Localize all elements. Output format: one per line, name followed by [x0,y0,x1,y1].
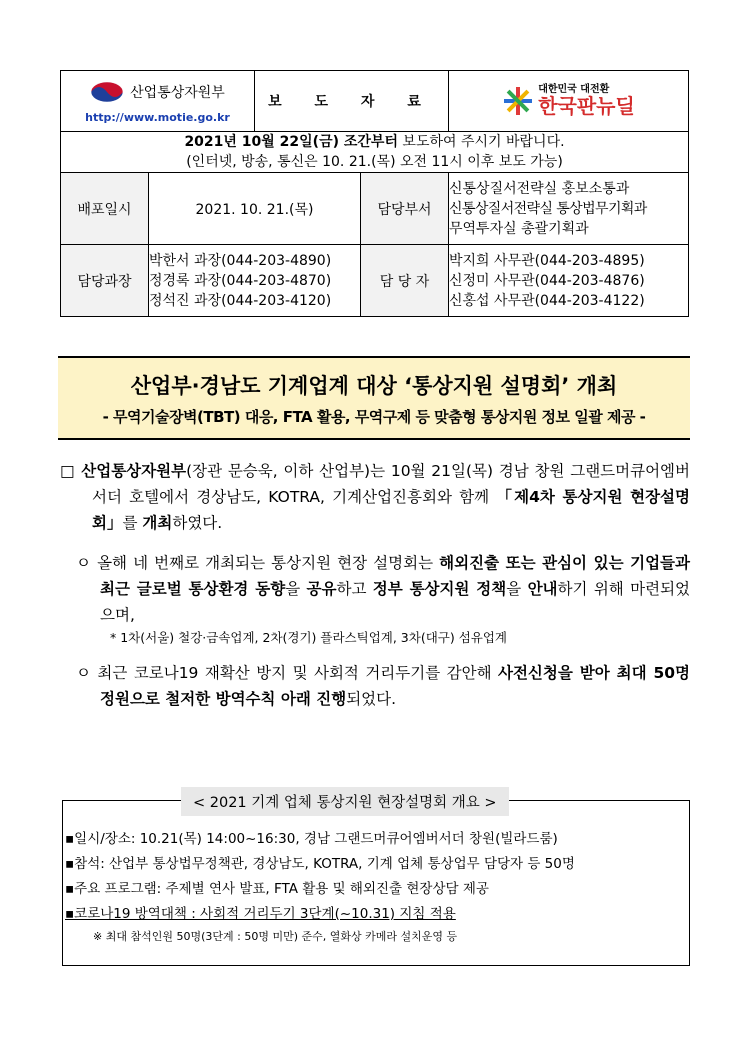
b1-bold: 안내 [527,580,558,598]
ministry-url[interactable]: http://www.motie.go.kr [85,111,230,124]
p1-text: 를 [122,514,143,532]
staff-item: 신홍섭 사무관(044-203-4122) [449,292,645,309]
b1-text: 을 [285,580,307,598]
event-name: 「제4차 통상지원 현장설명회」 [92,488,690,532]
b2-bold: 사전신청을 받아 최대 50명 정원으로 철저한 방역수칙 아래 진행 [100,664,690,708]
newdeal-small-text: 대한민국 대전환 [538,84,610,96]
newdeal-logo-icon [502,85,534,117]
overview-item: ▪참석: 산업부 통상법무정책관, 경상남도, KOTRA, 기계 업체 통상업무 담당자 등 50명 [65,856,575,872]
overview-note: ※ 최대 참석인원 50명(3단계 : 50명 미만) 준수, 열화상 카메라 설치운영 등 [93,930,458,943]
bullet-1-footnote: * 1차(서울) 철강·금속업계, 2차(경기) 플라스틱업계, 3차(대구) 섬유업계 [110,630,508,645]
chief-label: 담당과장 [61,245,149,317]
dept-item: 신통상질서전략실 홍보소통과 [449,180,630,197]
chief-item: 박한서 과장(044-203-4890) [149,252,332,269]
press-release-title: 보 도 자 료 [255,71,449,132]
embargo-online-note: (인터넷, 방송, 통신은 10. 21.(목) 오전 11시 이후 보도 가능) [186,154,563,170]
overview-item: ▪주요 프로그램: 주제별 연사 발표, FTA 활용 및 해외진출 현장상담 제공 [65,881,489,897]
overview-item: ▪코로나19 방역대책 : 사회적 거리두기 3단계(~10.31) 지침 적용 [65,906,456,922]
p1-text: (장관 문승욱, 이하 산업부)는 10월 21일(목) 경남 창원 그랜드머큐어엠버서더 호텔에서 경상남도, KOTRA, 기계산업진흥회와 함께 [92,462,691,506]
ministry-logo-cell [61,71,255,132]
staff-list [449,245,689,317]
overview-list [65,827,575,947]
paragraph-1 [60,458,690,536]
b1-bold: 해외진출 또는 관심이 있는 기업들과 최근 글로벌 통상환경 동향 [100,554,690,598]
dept-item: 무역투자실 총괄기획과 [449,220,589,237]
headline-sub: - 무역기술장벽(TBT) 대응, FTA 활용, 무역구제 등 맞춤형 통상지원 정보 일괄 제공 - [102,408,646,426]
overview-item: ▪일시/장소: 10.21(목) 14:00~16:30, 경남 그랜드머큐어엠버서더 창원(빌라드룸) [65,831,558,847]
p1-bold: 개최 [142,514,173,532]
b1-text: ㅇ 올해 네 번째로 개최되는 통상지원 현장 설명회는 [76,554,440,572]
dept-list [449,173,689,245]
chief-list [149,245,361,317]
chief-item: 정경록 과장(044-203-4870) [149,272,332,289]
ministry-name: 산업통상자원부 [130,85,225,101]
chief-item: 정석진 과장(044-203-4120) [149,292,332,309]
taegeuk-icon [90,81,124,103]
square-bullet: □ [60,462,82,480]
staff-item: 신정미 사무관(044-203-4876) [449,272,645,289]
staff-label: 담 당 자 [361,245,449,317]
headline-box [58,356,690,440]
bullet-1 [60,550,690,628]
dist-label: 배포일시 [61,173,149,245]
dept-item: 신통상질서전략실 통상법무기획과 [449,200,647,217]
article-body [60,458,690,712]
b1-bold: 정부 통상지원 정책 [372,580,507,598]
dist-date: 2021. 10. 21.(목) [149,173,361,245]
b1-text: 하고 [336,580,373,598]
overview-title: < 2021 기계 업체 통상지원 현장설명회 개요 > [181,787,509,816]
b2-text: 되었다. [346,690,397,708]
newdeal-big-text: 한국판뉴딜 [538,93,635,118]
dept-label: 담당부서 [361,173,449,245]
ministry-bold: 산업통상자원부 [81,462,187,480]
embargo-notice [61,132,689,173]
press-header [60,70,688,317]
embargo-text: 보도하여 주시기 바랍니다. [397,134,565,150]
b1-bold: 공유 [306,580,337,598]
b1-text: 하기 위해 마련되었으며, [100,580,691,624]
embargo-date: 2021년 10월 22일(금) 조간부터 [184,134,398,150]
overview-box [62,795,690,966]
b2-text: ㅇ 최근 코로나19 재확산 방지 및 사회적 거리두기를 감안해 [76,664,498,682]
header-table [60,70,689,317]
p1-text: 하였다. [172,514,223,532]
staff-item: 박지희 사무관(044-203-4895) [449,252,645,269]
newdeal-logo-cell [449,71,689,132]
b1-text: 을 [506,580,528,598]
bullet-2 [60,660,690,712]
headline-main: 산업부·경남도 기계업계 대상 ‘통상지원 설명회’ 개최 [130,374,618,398]
